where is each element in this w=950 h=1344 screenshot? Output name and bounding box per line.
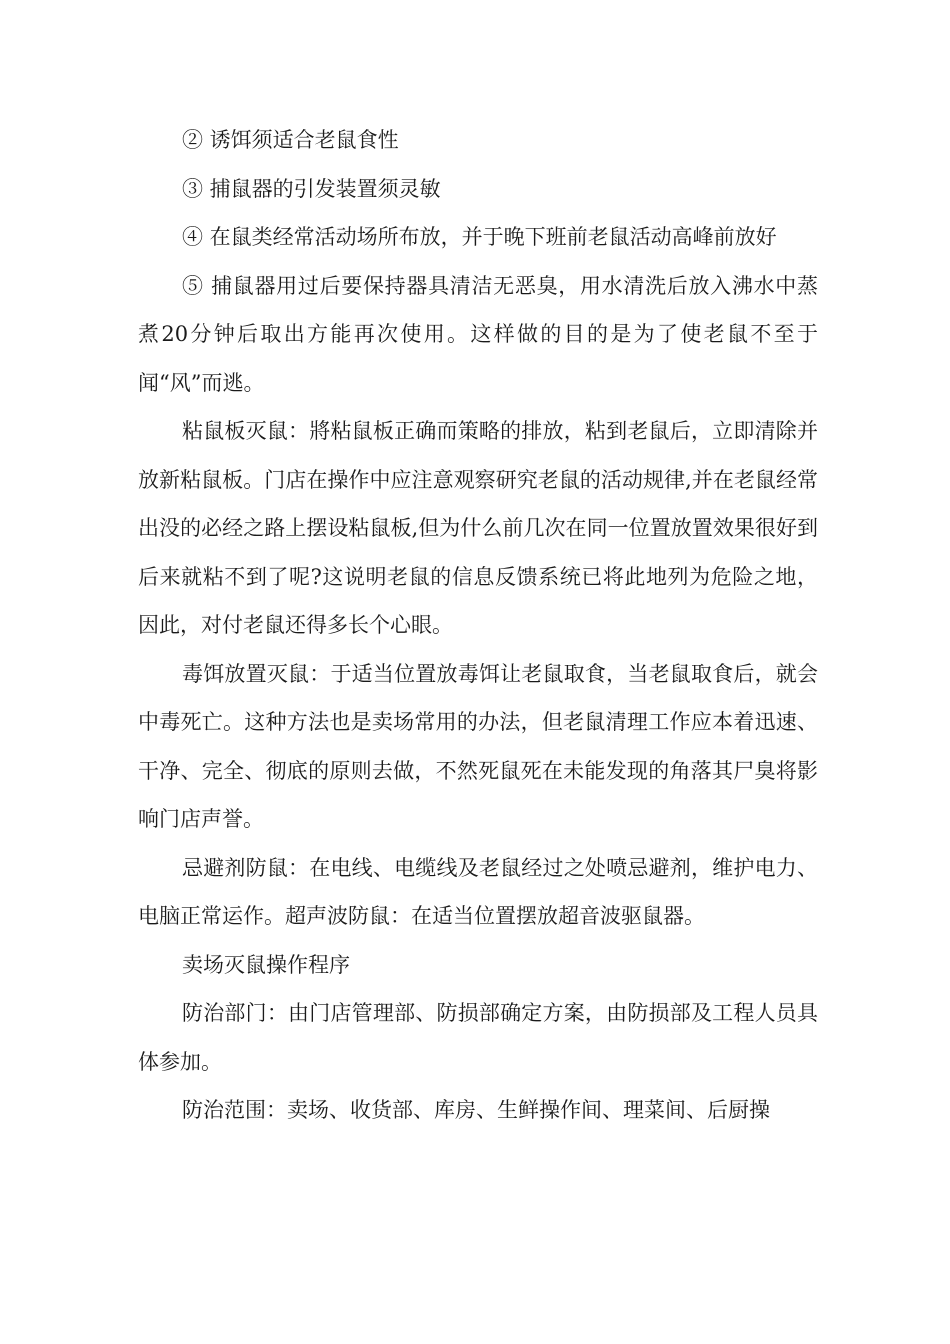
paragraph-repellent: 忌避剂防鼠：在电线、电缆线及老鼠经过之处喷忌避剂，维护电力、电脑正常运作。超声波防鼠：在适当位置摆放超音波驱鼠器。 <box>138 855 818 928</box>
list-item-cleaning: ⑤ 捕鼠器用过后要保持器具清洁无恶臭，用水清洗后放入沸水中蒸煮20分钟后取出方能再次使用。这样做的目的是为了使老鼠不至于闻“风”而逃。 <box>138 273 818 395</box>
list-item-placement: ④ 在鼠类经常活动场所布放，并于晚下班前老鼠活动高峰前放好 <box>182 225 777 249</box>
paragraph-glue-board: 粘鼠板灭鼠：將粘鼠板正确而策略的排放，粘到老鼠后，立即清除并放新粘鼠板。门店在操作中应注意观察研究老鼠的活动规律,并在老鼠经常出没的必经之路上摆设粘鼠板,但为什么前几次在同一位置放置效果很好到后来就粘不到了呢?这说明老鼠的信息反馈系统已将此地列为危险之地，因此，对付老鼠还得多长个心眼。 <box>138 419 818 637</box>
list-item-bait: ② 诱饵须适合老鼠食性 <box>182 128 399 152</box>
section-heading-procedure: 卖场灭鼠操作程序 <box>182 952 350 977</box>
list-item-trigger: ③ 捕鼠器的引发装置须灵敏 <box>182 176 441 201</box>
paragraph-departments: 防治部门：由门店管理部、防损部确定方案，由防损部及工程人员具体参加。 <box>138 1001 818 1074</box>
paragraph-scope: 防治范围：卖场、收货部、库房、生鲜操作间、理菜间、后厨操 <box>182 1098 770 1122</box>
document-body <box>138 116 818 1135</box>
paragraph-poison-bait: 毒饵放置灭鼠：于适当位置放毒饵让老鼠取食，当老鼠取食后，就会中毒死亡。这种方法也是卖场常用的办法，但老鼠清理工作应本着迅速、干净、完全、彻底的原则去做，不然死鼠死在未能发现的角落其尸臭将影响门店声誉。 <box>138 661 818 831</box>
